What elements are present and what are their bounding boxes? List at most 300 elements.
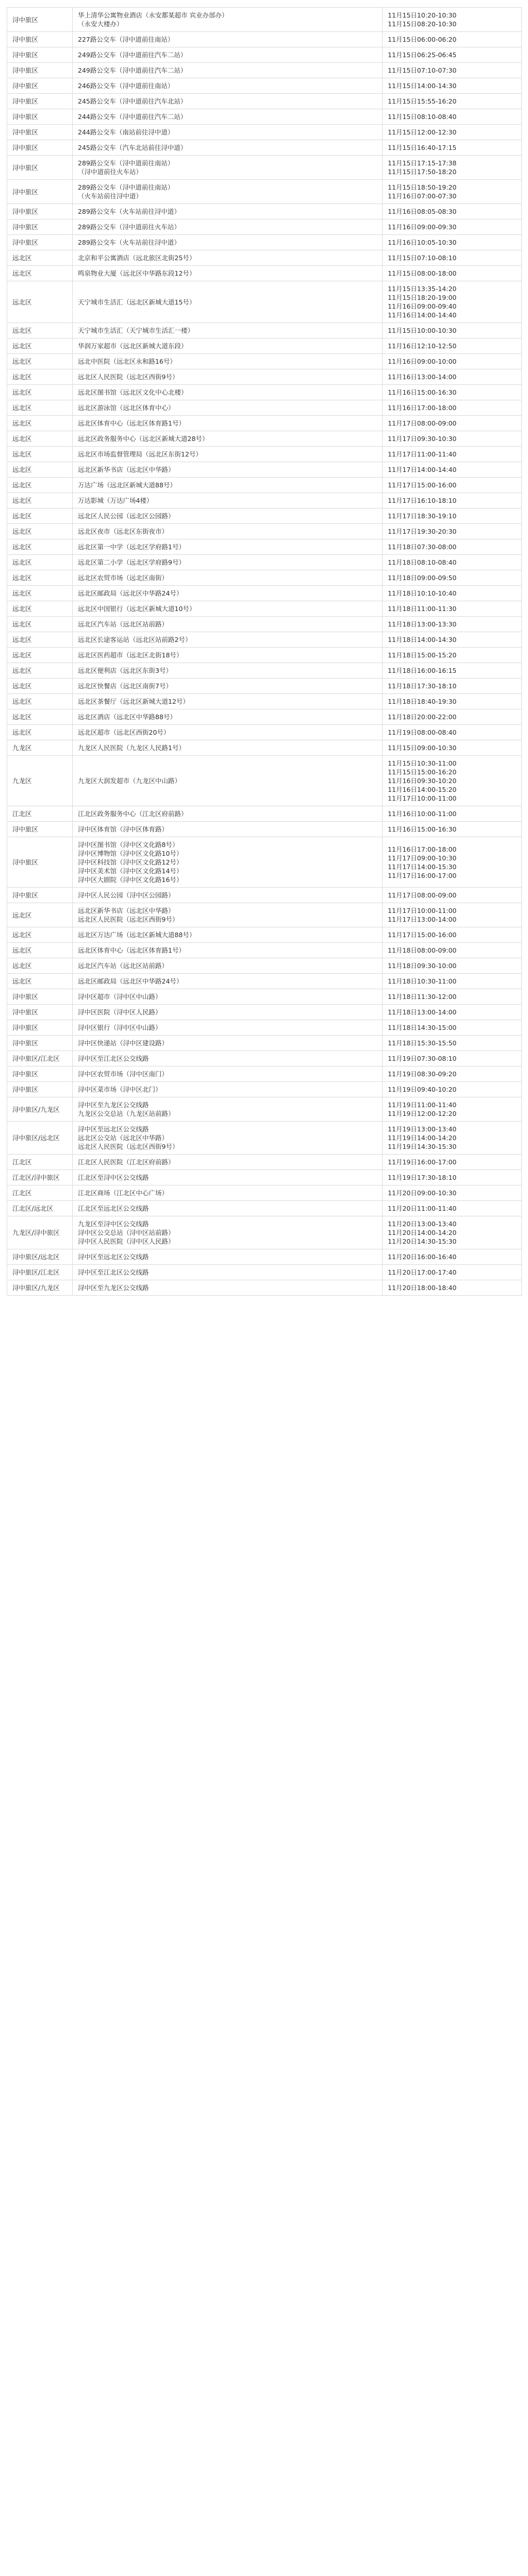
- district-cell: 浔中旅区/九龙区: [7, 1097, 73, 1122]
- place-text: 远北区中国银行（远北区新城大道10号）: [78, 605, 196, 613]
- place-text: 远北区图书馆（远北区文化中心北楼）: [78, 388, 188, 396]
- time-cell: [383, 47, 522, 63]
- time-text: 11月18日17:30-18:10: [388, 682, 457, 690]
- time-cell: [383, 1122, 522, 1155]
- place-text: 浔中区公交总站（浔中区站前路）: [78, 1229, 175, 1236]
- place-cell: [73, 400, 383, 416]
- district-cell: 远北区: [7, 943, 73, 958]
- table-row: [7, 679, 522, 694]
- place-text: 远北区汽车站（远北区站前路）: [78, 620, 169, 628]
- place-cell: [73, 431, 383, 447]
- time-cell: [383, 8, 522, 32]
- table-row: [7, 94, 522, 109]
- table-row: [7, 837, 522, 888]
- time-text: 11月17日19:30-20:30: [388, 528, 457, 535]
- place-text: 浔中区至九龙区公交线路: [78, 1101, 149, 1109]
- place-cell: [73, 47, 383, 63]
- time-text: 11月18日11:00-11:30: [388, 605, 457, 613]
- district-cell: 浔中旅区: [7, 32, 73, 47]
- time-text: 11月18日08:00-09:00: [388, 946, 457, 954]
- time-text: 11月18日14:30-15:00: [388, 1024, 457, 1031]
- time-cell: [383, 219, 522, 235]
- time-text: 11月18日11:30-12:00: [388, 993, 457, 1001]
- place-cell: [73, 369, 383, 385]
- time-text: 11月19日11:00-11:40: [388, 1101, 457, 1109]
- district-cell: 远北区: [7, 266, 73, 281]
- place-cell: [73, 478, 383, 493]
- time-text: 11月15日13:35-14:20: [388, 285, 457, 293]
- time-cell: [383, 1201, 522, 1216]
- time-cell: [383, 204, 522, 219]
- place-text: 浔中区体育馆（浔中区体育路）: [78, 825, 169, 833]
- table-row: [7, 369, 522, 385]
- place-text: 浔中区至江北区公交线路: [78, 1055, 149, 1062]
- time-cell: [383, 756, 522, 806]
- time-cell: [383, 989, 522, 1005]
- time-text: 11月15日06:00-06:20: [388, 36, 457, 43]
- time-cell: [383, 617, 522, 632]
- table-row: [7, 822, 522, 837]
- time-cell: [383, 32, 522, 47]
- time-text: 11月15日07:10-07:30: [388, 66, 457, 74]
- time-cell: [383, 281, 522, 323]
- time-cell: [383, 586, 522, 601]
- table-row: [7, 1051, 522, 1066]
- place-cell: [73, 837, 383, 888]
- district-cell: 浔中旅区: [7, 822, 73, 837]
- place-text: 远北区便利店（远北区东街3号）: [78, 667, 172, 674]
- time-cell: [383, 822, 522, 837]
- time-text: 11月16日09:00-09:40: [388, 302, 457, 310]
- place-text: 浔中区科技馆（浔中区文化路12号）: [78, 858, 183, 866]
- place-text: 远北中医院（远北区永和路16号）: [78, 358, 176, 365]
- place-cell: [73, 1082, 383, 1097]
- place-cell: [73, 555, 383, 570]
- time-text: 11月18日07:30-08:00: [388, 543, 457, 551]
- table-row: [7, 266, 522, 281]
- time-cell: [383, 740, 522, 756]
- table-row: [7, 1082, 522, 1097]
- district-cell: 浔中旅区/九龙区: [7, 1280, 73, 1296]
- table-row: [7, 385, 522, 400]
- table-row: [7, 1280, 522, 1296]
- table-row: [7, 806, 522, 822]
- table-row: [7, 431, 522, 447]
- time-text: 11月17日14:00-14:40: [388, 466, 457, 473]
- time-text: 11月16日14:00-15:20: [388, 786, 457, 793]
- time-text: 11月15日08:10-08:40: [388, 113, 457, 121]
- place-text: 远北区市场监督管理局（远北区东街12号）: [78, 450, 202, 458]
- time-text: 11月16日13:00-14:00: [388, 373, 457, 381]
- district-cell: 浔中旅区: [7, 1066, 73, 1082]
- table-row: [7, 125, 522, 140]
- place-cell: [73, 601, 383, 617]
- place-text: 289路公交车（浔中道前往南站）: [78, 183, 174, 191]
- time-cell: [383, 1170, 522, 1185]
- time-cell: [383, 1036, 522, 1051]
- time-cell: [383, 338, 522, 354]
- time-text: 11月17日10:00-11:00: [388, 907, 457, 914]
- time-text: 11月17日08:00-09:00: [388, 891, 457, 899]
- place-cell: [73, 509, 383, 524]
- place-cell: [73, 462, 383, 478]
- district-cell: 远北区: [7, 354, 73, 369]
- place-text: 浔中区人民医院（浔中区人民路）: [78, 1238, 175, 1245]
- table-row: [7, 180, 522, 204]
- records-body: [7, 8, 522, 1296]
- district-cell: 远北区: [7, 679, 73, 694]
- district-cell: 浔中旅区: [7, 63, 73, 78]
- district-cell: 江北区/远北区: [7, 1201, 73, 1216]
- place-text: 浔中区菜市场（浔中区北门）: [78, 1086, 162, 1093]
- table-row: [7, 1185, 522, 1201]
- place-cell: [73, 1249, 383, 1265]
- time-text: 11月16日08:05-08:30: [388, 208, 457, 215]
- time-cell: [383, 539, 522, 555]
- table-row: [7, 958, 522, 974]
- place-cell: [73, 354, 383, 369]
- place-cell: [73, 1155, 383, 1170]
- time-text: 11月20日13:00-13:40: [388, 1220, 457, 1228]
- place-text: 江北区商场（江北区中心广场）: [78, 1189, 169, 1197]
- time-text: 11月15日17:50-18:20: [388, 168, 457, 176]
- place-text: 浔中区美术馆（浔中区文化路14号）: [78, 867, 183, 875]
- district-cell: 远北区: [7, 648, 73, 663]
- time-text: 11月17日08:00-09:00: [388, 419, 457, 427]
- place-cell: [73, 140, 383, 156]
- place-text: （永安大楼办）: [78, 20, 123, 28]
- time-text: 11月20日17:00-17:40: [388, 1268, 457, 1276]
- district-cell: 远北区: [7, 725, 73, 740]
- district-cell: 远北区: [7, 570, 73, 586]
- place-text: 北京和平公寓酒店（远北旅区北街25号）: [78, 254, 196, 262]
- time-text: 11月17日11:00-11:40: [388, 450, 457, 458]
- place-cell: [73, 709, 383, 725]
- time-text: 11月15日15:55-16:20: [388, 97, 457, 105]
- table-row: [7, 1155, 522, 1170]
- table-row: [7, 354, 522, 369]
- time-text: 11月18日08:10-08:40: [388, 558, 457, 566]
- time-cell: [383, 140, 522, 156]
- time-cell: [383, 601, 522, 617]
- time-cell: [383, 1185, 522, 1201]
- place-text: 浔中区图书馆（浔中区文化路8号）: [78, 841, 179, 849]
- table-row: [7, 1020, 522, 1036]
- time-cell: [383, 180, 522, 204]
- time-text: 11月18日15:00-15:20: [388, 651, 457, 659]
- place-text: 九龙区大润发超市（九龙区中山路）: [78, 777, 182, 785]
- time-text: 11月15日10:20-10:30: [388, 11, 457, 19]
- place-text: 浔中区至九龙区公交线路: [78, 1284, 149, 1292]
- place-text: 浔中区农贸市场（浔中区南门）: [78, 1070, 169, 1078]
- place-text: 远北区万达广场（远北区新城大道88号）: [78, 931, 196, 939]
- place-text: 远北区超市（远北区西街20号）: [78, 728, 170, 736]
- time-cell: [383, 78, 522, 94]
- time-cell: [383, 493, 522, 509]
- table-row: [7, 725, 522, 740]
- district-cell: 江北区/浔中旅区: [7, 1170, 73, 1185]
- time-text: 11月15日10:30-11:00: [388, 759, 457, 767]
- place-cell: [73, 524, 383, 539]
- time-cell: [383, 1066, 522, 1082]
- table-row: [7, 524, 522, 539]
- district-cell: 远北区: [7, 281, 73, 323]
- place-text: 289路公交车（浔中道前往火车站）: [78, 223, 180, 231]
- place-cell: [73, 989, 383, 1005]
- district-cell: 浔中旅区: [7, 47, 73, 63]
- place-cell: [73, 109, 383, 125]
- place-text: 浔中区至远北区公交线路: [78, 1125, 149, 1133]
- table-row: [7, 47, 522, 63]
- place-text: 鸣泉物业大厦（远北区中华路东段12号）: [78, 269, 196, 277]
- place-text: 289路公交车（浔中道前往南站）: [78, 159, 174, 167]
- place-text: 浔中区至远北区公交线路: [78, 1253, 149, 1261]
- time-text: 11月15日18:50-19:20: [388, 183, 457, 191]
- district-cell: 远北区: [7, 617, 73, 632]
- district-cell: 远北区: [7, 509, 73, 524]
- district-cell: 浔中旅区: [7, 888, 73, 903]
- place-text: 远北区邮政局（远北区中华路24号）: [78, 589, 183, 597]
- district-cell: 浔中旅区: [7, 219, 73, 235]
- place-cell: [73, 416, 383, 431]
- time-text: 11月18日10:10-10:40: [388, 589, 457, 597]
- place-text: 远北区夜市（远北区东街夜市）: [78, 528, 169, 535]
- time-text: 11月20日14:30-15:30: [388, 1238, 457, 1245]
- time-cell: [383, 1020, 522, 1036]
- time-cell: [383, 109, 522, 125]
- table-row: [7, 740, 522, 756]
- time-text: 11月16日15:00-16:30: [388, 388, 457, 396]
- time-text: 11月17日16:10-18:10: [388, 497, 457, 504]
- time-text: 11月16日10:00-11:00: [388, 810, 457, 818]
- time-text: 11月18日18:40-19:30: [388, 698, 457, 705]
- table-row: [7, 943, 522, 958]
- table-row: [7, 1005, 522, 1020]
- table-row: [7, 1097, 522, 1122]
- time-text: 11月17日16:00-17:00: [388, 871, 457, 879]
- district-cell: 江北区: [7, 1155, 73, 1170]
- district-cell: 九龙区: [7, 740, 73, 756]
- district-cell: 浔中旅区/江北区: [7, 1265, 73, 1280]
- place-text: （火车站前往浔中道）: [78, 192, 143, 200]
- time-cell: [383, 1155, 522, 1170]
- place-text: 浔中区人民公园（浔中区公园路）: [78, 891, 175, 899]
- time-text: 11月15日06:25-06:45: [388, 51, 457, 59]
- time-text: 11月19日08:30-09:20: [388, 1070, 457, 1078]
- place-text: 远北区长途客运站（远北区站前路2号）: [78, 636, 192, 643]
- table-row: [7, 1122, 522, 1155]
- table-row: [7, 235, 522, 250]
- place-cell: [73, 1216, 383, 1249]
- place-cell: [73, 1170, 383, 1185]
- time-cell: [383, 648, 522, 663]
- place-cell: [73, 648, 383, 663]
- table-row: [7, 555, 522, 570]
- time-text: 11月20日14:00-14:20: [388, 1229, 457, 1236]
- place-cell: [73, 974, 383, 989]
- table-row: [7, 974, 522, 989]
- place-cell: [73, 1280, 383, 1296]
- time-text: 11月16日07:00-07:30: [388, 192, 457, 200]
- table-row: [7, 204, 522, 219]
- district-cell: 远北区: [7, 694, 73, 709]
- time-cell: [383, 632, 522, 648]
- place-text: 浔中区博物馆（浔中区文化路10号）: [78, 850, 183, 857]
- time-cell: [383, 323, 522, 338]
- time-cell: [383, 1249, 522, 1265]
- table-row: [7, 219, 522, 235]
- district-cell: 浔中旅区/江北区: [7, 1051, 73, 1066]
- time-cell: [383, 974, 522, 989]
- district-cell: 江北区: [7, 1185, 73, 1201]
- table-row: [7, 109, 522, 125]
- place-cell: [73, 694, 383, 709]
- district-cell: 浔中旅区: [7, 989, 73, 1005]
- time-cell: [383, 447, 522, 462]
- time-text: 11月19日07:30-08:10: [388, 1055, 457, 1062]
- place-cell: [73, 632, 383, 648]
- place-text: 浔中区至江北区公交线路: [78, 1268, 149, 1276]
- time-cell: [383, 725, 522, 740]
- district-cell: 浔中旅区: [7, 180, 73, 204]
- place-text: 江北区人民医院（江北区府前路）: [78, 1158, 175, 1166]
- place-text: 浔中区医院（浔中区人民路）: [78, 1008, 162, 1016]
- place-cell: [73, 125, 383, 140]
- time-cell: [383, 1082, 522, 1097]
- time-cell: [383, 431, 522, 447]
- place-cell: [73, 8, 383, 32]
- place-cell: [73, 219, 383, 235]
- time-cell: [383, 524, 522, 539]
- time-cell: [383, 806, 522, 822]
- place-cell: [73, 447, 383, 462]
- time-text: 11月18日14:00-14:30: [388, 636, 457, 643]
- time-text: 11月15日09:00-10:30: [388, 744, 457, 752]
- district-cell: 远北区: [7, 709, 73, 725]
- time-text: 11月19日17:30-18:10: [388, 1174, 457, 1181]
- place-text: 远北区邮政局（远北区中华路24号）: [78, 977, 183, 985]
- district-cell: 远北区: [7, 462, 73, 478]
- time-text: 11月17日15:00-16:00: [388, 481, 457, 489]
- table-row: [7, 570, 522, 586]
- time-cell: [383, 709, 522, 725]
- time-cell: [383, 1265, 522, 1280]
- table-row: [7, 632, 522, 648]
- district-cell: 远北区: [7, 974, 73, 989]
- place-text: 远北区游泳馆（远北区体育中心）: [78, 404, 175, 412]
- place-cell: [73, 617, 383, 632]
- district-cell: 远北区: [7, 431, 73, 447]
- district-cell: 远北区: [7, 416, 73, 431]
- district-cell: 远北区: [7, 385, 73, 400]
- district-cell: 九龙区: [7, 756, 73, 806]
- time-text: 11月19日14:00-14:20: [388, 1134, 457, 1142]
- place-cell: [73, 78, 383, 94]
- place-cell: [73, 740, 383, 756]
- place-text: 江北区政务服务中心（江北区府前路）: [78, 810, 188, 818]
- place-text: 远北区第一中学（远北区学府路1号）: [78, 543, 185, 551]
- district-cell: 远北区: [7, 338, 73, 354]
- table-row: [7, 400, 522, 416]
- place-cell: [73, 570, 383, 586]
- time-cell: [383, 1216, 522, 1249]
- time-text: 11月18日13:00-13:30: [388, 620, 457, 628]
- table-row: [7, 32, 522, 47]
- time-cell: [383, 94, 522, 109]
- table-row: [7, 478, 522, 493]
- district-cell: 浔中旅区: [7, 1020, 73, 1036]
- time-cell: [383, 354, 522, 369]
- table-row: [7, 78, 522, 94]
- district-cell: 远北区: [7, 586, 73, 601]
- place-cell: [73, 1122, 383, 1155]
- place-cell: [73, 493, 383, 509]
- time-text: 11月16日09:30-10:20: [388, 777, 457, 785]
- district-cell: 浔中旅区/远北区: [7, 1249, 73, 1265]
- table-row: [7, 493, 522, 509]
- table-row: [7, 1170, 522, 1185]
- time-text: 11月16日09:00-09:30: [388, 223, 457, 231]
- place-text: 浔中区大剧院（浔中区文化路16号）: [78, 876, 183, 884]
- place-cell: [73, 1020, 383, 1036]
- place-cell: [73, 756, 383, 806]
- place-text: 远北区茶餐厅（远北区新城大道12号）: [78, 698, 189, 705]
- place-text: 浔中区超市（浔中区中山路）: [78, 993, 162, 1001]
- place-cell: [73, 180, 383, 204]
- table-row: [7, 756, 522, 806]
- table-row: [7, 709, 522, 725]
- time-text: 11月17日15:00-16:00: [388, 931, 457, 939]
- time-text: 11月19日09:40-10:20: [388, 1086, 457, 1093]
- place-text: 万达影城（万达广场4楼）: [78, 497, 153, 504]
- table-row: [7, 1201, 522, 1216]
- time-text: 11月18日10:30-11:00: [388, 977, 457, 985]
- district-cell: 浔中旅区/远北区: [7, 1122, 73, 1155]
- place-text: （浔中道前往火车站）: [78, 168, 143, 176]
- time-cell: [383, 125, 522, 140]
- time-text: 11月19日16:00-17:00: [388, 1158, 457, 1166]
- time-cell: [383, 888, 522, 903]
- district-cell: 远北区: [7, 927, 73, 943]
- place-cell: [73, 281, 383, 323]
- place-text: 远北区人民公园（远北区公园路）: [78, 512, 175, 520]
- time-text: 11月15日15:00-16:20: [388, 768, 457, 776]
- district-cell: 浔中旅区: [7, 1005, 73, 1020]
- place-text: 远北区政务服务中心（远北区新城大道28号）: [78, 435, 209, 443]
- time-cell: [383, 235, 522, 250]
- place-cell: [73, 250, 383, 266]
- time-cell: [383, 266, 522, 281]
- time-cell: [383, 837, 522, 888]
- place-text: 远北区酒店（远北区中华路88号）: [78, 713, 176, 721]
- place-cell: [73, 94, 383, 109]
- table-row: [7, 447, 522, 462]
- time-text: 11月16日10:05-10:30: [388, 239, 457, 246]
- table-row: [7, 586, 522, 601]
- time-text: 11月15日08:00-18:00: [388, 269, 457, 277]
- place-cell: [73, 586, 383, 601]
- place-cell: [73, 235, 383, 250]
- time-text: 11月18日15:30-15:50: [388, 1039, 457, 1047]
- place-cell: [73, 323, 383, 338]
- place-text: 249路公交车（浔中道前往汽车二站）: [78, 66, 187, 74]
- place-cell: [73, 927, 383, 943]
- time-text: 11月20日16:00-16:40: [388, 1253, 457, 1261]
- table-row: [7, 648, 522, 663]
- district-cell: 浔中旅区: [7, 94, 73, 109]
- table-row: [7, 617, 522, 632]
- time-cell: [383, 369, 522, 385]
